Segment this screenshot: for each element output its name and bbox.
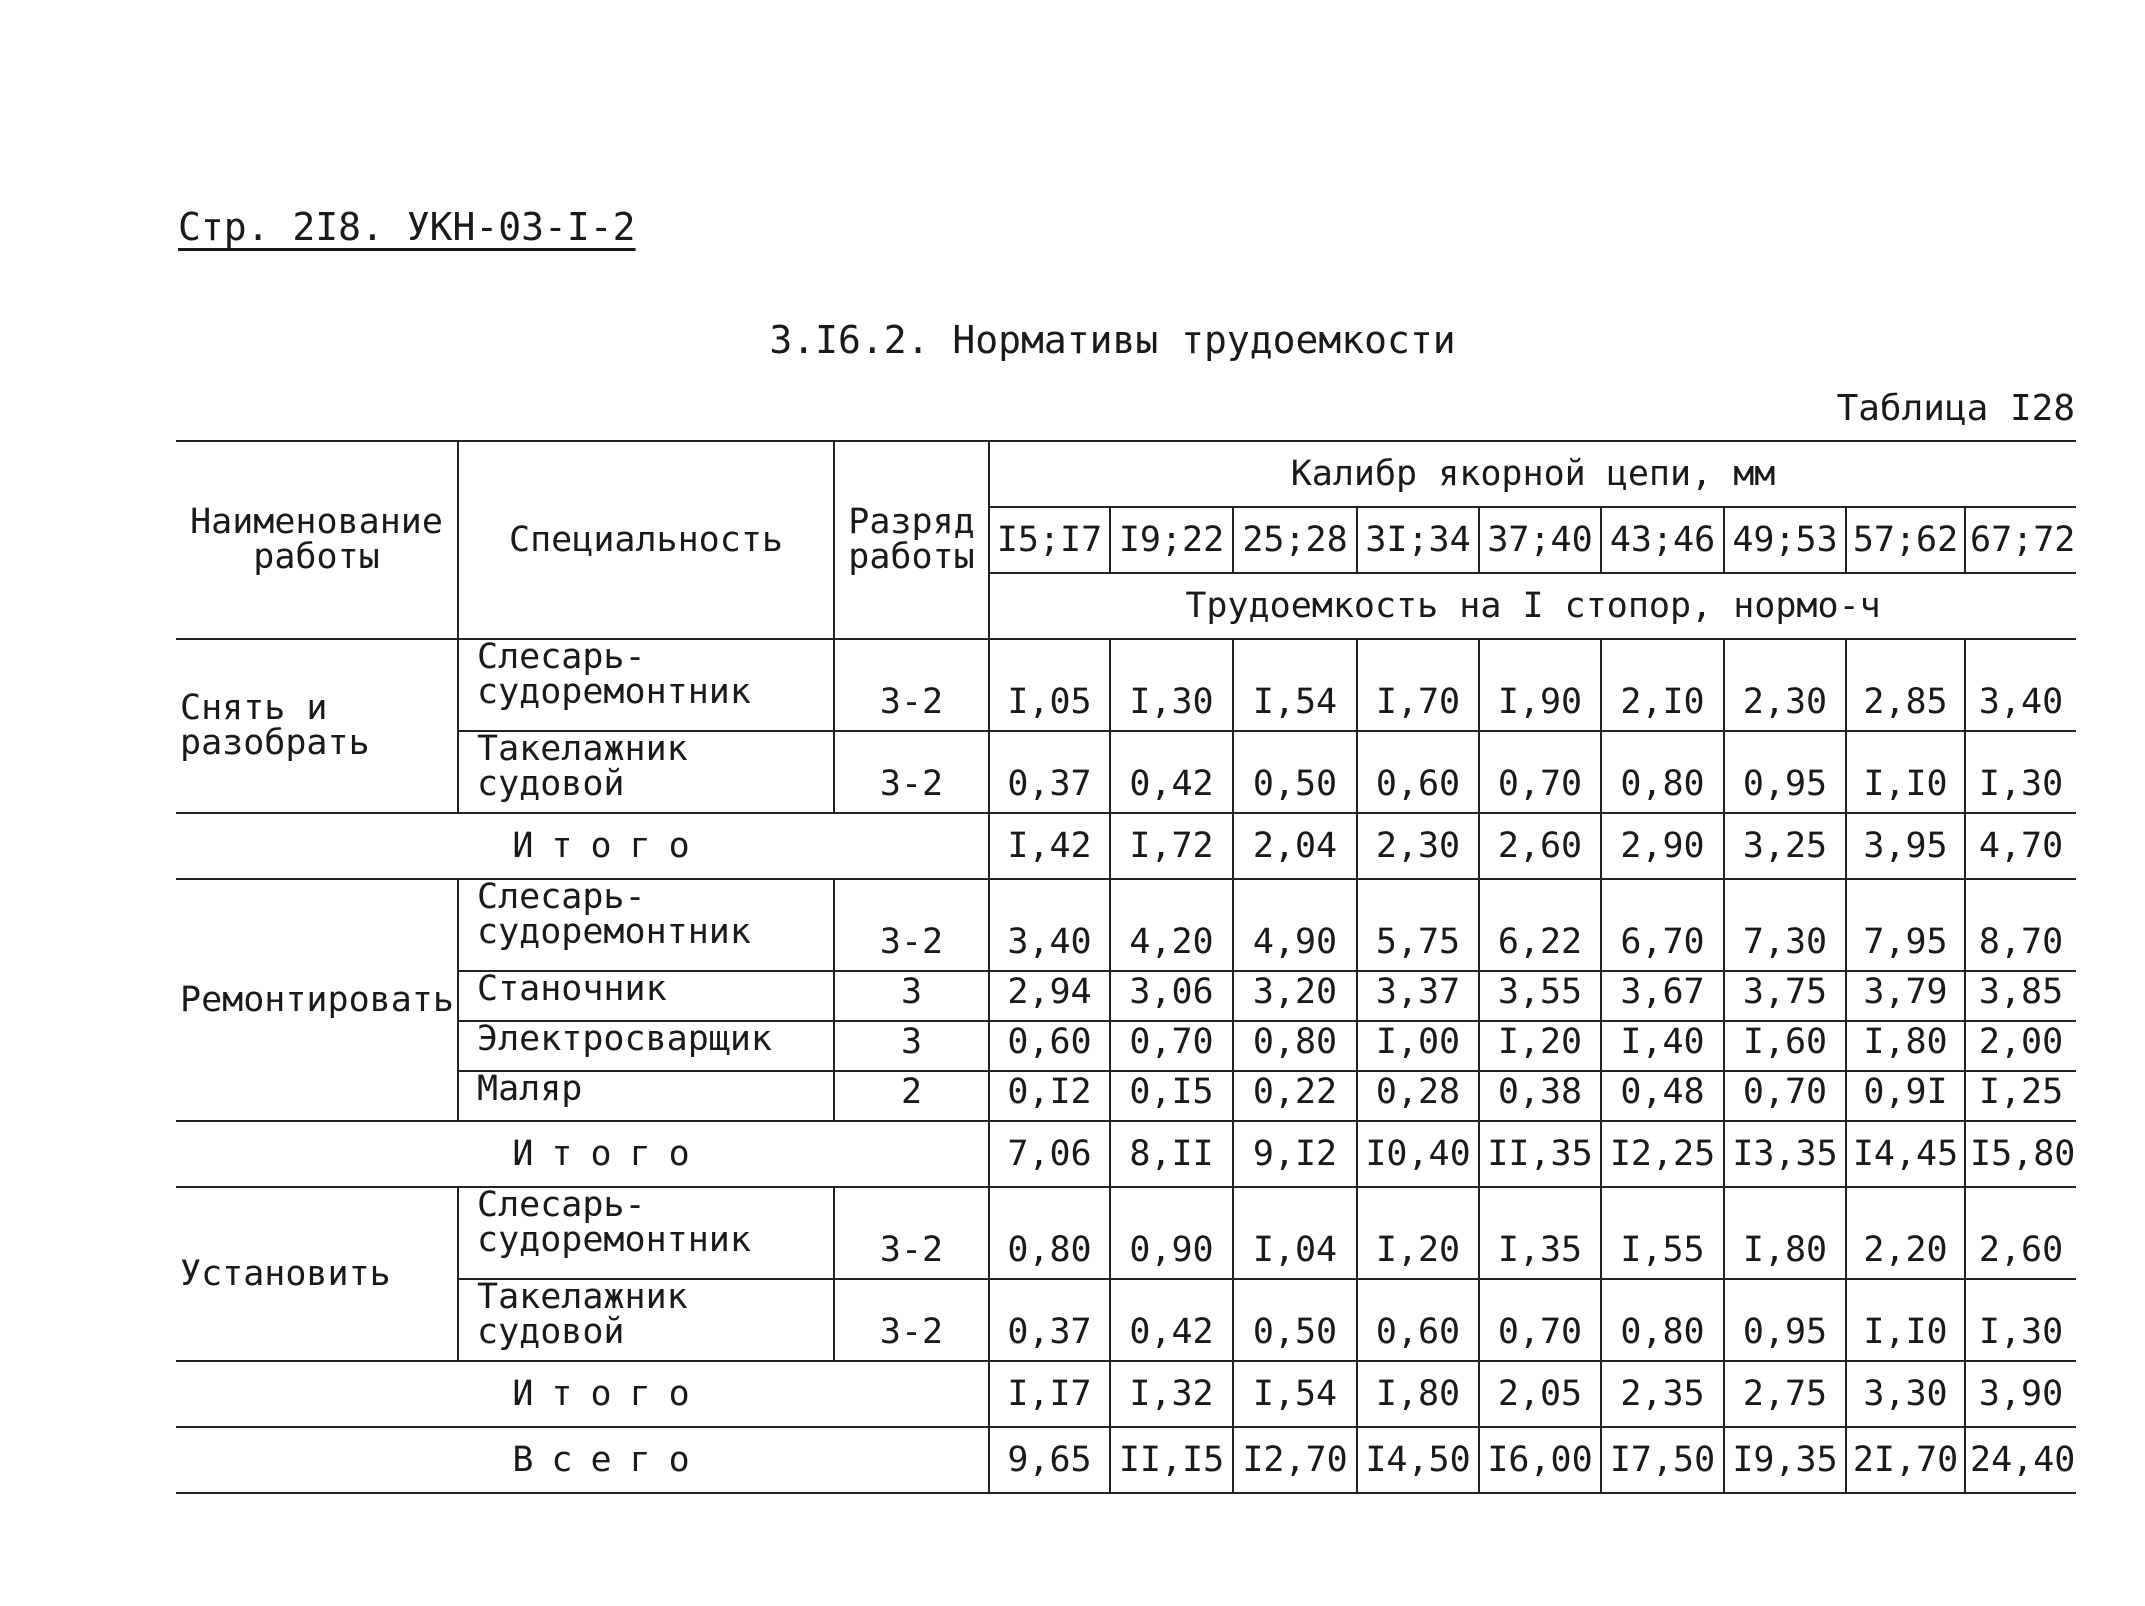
value-cell: 0,95 — [1724, 731, 1846, 813]
value-cell: 0,60 — [1357, 731, 1479, 813]
total-value-cell: I4,45 — [1846, 1121, 1965, 1187]
value-cell: I,20 — [1479, 1021, 1601, 1071]
value-cell: 0,50 — [1233, 1279, 1357, 1361]
total-value-cell: 2,04 — [1233, 813, 1357, 879]
caliber-header: 3I;34 — [1357, 507, 1479, 573]
value-cell: I,20 — [1357, 1187, 1479, 1279]
value-cell: 0,42 — [1110, 731, 1233, 813]
grand-total-value-cell: I2,70 — [1233, 1427, 1357, 1493]
value-cell: 2,85 — [1846, 639, 1965, 731]
header-specialty: Специальность — [458, 441, 834, 639]
header-labor-units: Трудоемкость на I стопор, нормо-ч — [989, 573, 2076, 639]
specialty-cell: Электросварщик — [458, 1021, 834, 1071]
total-value-cell: I2,25 — [1601, 1121, 1724, 1187]
table-row — [176, 879, 2076, 971]
grade-cell: 3-2 — [834, 1279, 989, 1361]
total-value-cell: I,72 — [1110, 813, 1233, 879]
value-cell: 4,20 — [1110, 879, 1233, 971]
grade-cell: 3 — [834, 1021, 989, 1071]
total-value-cell: II,35 — [1479, 1121, 1601, 1187]
total-value-cell: I,80 — [1357, 1361, 1479, 1427]
value-cell: I,30 — [1965, 731, 2076, 813]
total-label: Итого — [176, 813, 989, 879]
section-title: 3.I6.2. Нормативы трудоемкости — [769, 318, 1456, 362]
total-value-cell: 2,60 — [1479, 813, 1601, 879]
value-cell: 0,42 — [1110, 1279, 1233, 1361]
grade-cell: 3-2 — [834, 879, 989, 971]
value-cell: I,04 — [1233, 1187, 1357, 1279]
table-number: Таблица I28 — [1836, 388, 2075, 429]
specialty-cell: Такелажник судовой — [458, 731, 834, 813]
value-cell: 2,30 — [1724, 639, 1846, 731]
value-cell: 0,9I — [1846, 1071, 1965, 1121]
value-cell: I,60 — [1724, 1021, 1846, 1071]
value-cell: I,00 — [1357, 1021, 1479, 1071]
caliber-header: 49;53 — [1724, 507, 1846, 573]
grade-cell: 3-2 — [834, 731, 989, 813]
value-cell: 0,80 — [1601, 1279, 1724, 1361]
value-cell: 0,37 — [989, 1279, 1110, 1361]
total-label: Итого — [176, 1121, 989, 1187]
caliber-header: I5;I7 — [989, 507, 1110, 573]
total-value-cell: 2,05 — [1479, 1361, 1601, 1427]
grand-total-value-cell: 2I,70 — [1846, 1427, 1965, 1493]
total-value-cell: 7,06 — [989, 1121, 1110, 1187]
value-cell: 3,55 — [1479, 971, 1601, 1021]
value-cell: 0,60 — [989, 1021, 1110, 1071]
value-cell: 3,40 — [989, 879, 1110, 971]
total-value-cell: 2,75 — [1724, 1361, 1846, 1427]
value-cell: 7,30 — [1724, 879, 1846, 971]
value-cell: 0,70 — [1110, 1021, 1233, 1071]
grade-cell: 3-2 — [834, 1187, 989, 1279]
value-cell: I,80 — [1846, 1021, 1965, 1071]
header-work-name: Наименование работы — [176, 441, 458, 639]
value-cell: 0,50 — [1233, 731, 1357, 813]
grand-total-value-cell: 24,40 — [1965, 1427, 2076, 1493]
value-cell: I,40 — [1601, 1021, 1724, 1071]
value-cell: 3,67 — [1601, 971, 1724, 1021]
value-cell: 5,75 — [1357, 879, 1479, 971]
total-value-cell: 2,35 — [1601, 1361, 1724, 1427]
page-reference: Стр. 2I8. УКН-03-I-2 — [178, 205, 636, 249]
value-cell: 0,37 — [989, 731, 1110, 813]
table-row — [176, 731, 2076, 813]
value-cell: 2,20 — [1846, 1187, 1965, 1279]
value-cell: 0,70 — [1724, 1071, 1846, 1121]
total-value-cell: 4,70 — [1965, 813, 2076, 879]
value-cell: 6,22 — [1479, 879, 1601, 971]
work-name-cell: Установить — [176, 1187, 458, 1361]
value-cell: 0,28 — [1357, 1071, 1479, 1121]
value-cell: I,I0 — [1846, 1279, 1965, 1361]
grand-total-value-cell: I6,00 — [1479, 1427, 1601, 1493]
total-value-cell: 3,30 — [1846, 1361, 1965, 1427]
grand-total-label: Всего — [176, 1427, 989, 1493]
total-value-cell: I,42 — [989, 813, 1110, 879]
total-value-cell: 2,90 — [1601, 813, 1724, 879]
caliber-header: 25;28 — [1233, 507, 1357, 573]
value-cell: 0,70 — [1479, 731, 1601, 813]
table-row — [176, 1187, 2076, 1279]
table-row — [176, 1279, 2076, 1361]
value-cell: 0,48 — [1601, 1071, 1724, 1121]
table-row — [176, 971, 2076, 1021]
total-value-cell: I,32 — [1110, 1361, 1233, 1427]
value-cell: 3,06 — [1110, 971, 1233, 1021]
total-value-cell: I3,35 — [1724, 1121, 1846, 1187]
work-name-cell: Снять и разобрать — [176, 639, 458, 813]
value-cell: 3,37 — [1357, 971, 1479, 1021]
total-value-cell: 3,90 — [1965, 1361, 2076, 1427]
grand-total-value-cell: I4,50 — [1357, 1427, 1479, 1493]
value-cell: 0,90 — [1110, 1187, 1233, 1279]
value-cell: 0,95 — [1724, 1279, 1846, 1361]
caliber-header: 37;40 — [1479, 507, 1601, 573]
labor-norms-table — [176, 440, 2076, 1494]
total-value-cell: 2,30 — [1357, 813, 1479, 879]
value-cell: 4,90 — [1233, 879, 1357, 971]
value-cell: 2,94 — [989, 971, 1110, 1021]
caliber-header: I9;22 — [1110, 507, 1233, 573]
value-cell: 2,00 — [1965, 1021, 2076, 1071]
total-label: Итого — [176, 1361, 989, 1427]
header-caliber-group: Калибр якорной цепи, мм — [989, 441, 2076, 507]
value-cell: 0,70 — [1479, 1279, 1601, 1361]
value-cell: 2,60 — [1965, 1187, 2076, 1279]
table-row — [176, 1021, 2076, 1071]
value-cell: 0,80 — [1233, 1021, 1357, 1071]
total-row — [176, 1121, 2076, 1187]
value-cell: I,90 — [1479, 639, 1601, 731]
total-value-cell: I0,40 — [1357, 1121, 1479, 1187]
value-cell: 3,75 — [1724, 971, 1846, 1021]
value-cell: 0,60 — [1357, 1279, 1479, 1361]
total-value-cell: 9,I2 — [1233, 1121, 1357, 1187]
grade-cell: 2 — [834, 1071, 989, 1121]
specialty-cell: Слесарь-судоремонтник — [458, 639, 834, 731]
value-cell: 8,70 — [1965, 879, 2076, 971]
total-value-cell: I5,80 — [1965, 1121, 2076, 1187]
table-row — [176, 1071, 2076, 1121]
caliber-header: 43;46 — [1601, 507, 1724, 573]
total-value-cell: I,54 — [1233, 1361, 1357, 1427]
specialty-cell: Слесарь-судоремонтник — [458, 1187, 834, 1279]
value-cell: I,30 — [1110, 639, 1233, 731]
specialty-cell: Слесарь-судоремонтник — [458, 879, 834, 971]
value-cell: I,30 — [1965, 1279, 2076, 1361]
value-cell: I,05 — [989, 639, 1110, 731]
grade-cell: 3-2 — [834, 639, 989, 731]
specialty-cell: Маляр — [458, 1071, 834, 1121]
value-cell: 2,I0 — [1601, 639, 1724, 731]
value-cell: 3,85 — [1965, 971, 2076, 1021]
value-cell: 0,I2 — [989, 1071, 1110, 1121]
table-row — [176, 639, 2076, 731]
total-row — [176, 813, 2076, 879]
specialty-cell: Станочник — [458, 971, 834, 1021]
value-cell: I,80 — [1724, 1187, 1846, 1279]
value-cell: 0,38 — [1479, 1071, 1601, 1121]
header-grade: Разряд работы — [834, 441, 989, 639]
specialty-cell: Такелажник судовой — [458, 1279, 834, 1361]
value-cell: 6,70 — [1601, 879, 1724, 971]
total-value-cell: I,I7 — [989, 1361, 1110, 1427]
grade-cell: 3 — [834, 971, 989, 1021]
value-cell: 3,79 — [1846, 971, 1965, 1021]
total-value-cell: 3,25 — [1724, 813, 1846, 879]
grand-total-value-cell: I7,50 — [1601, 1427, 1724, 1493]
value-cell: 7,95 — [1846, 879, 1965, 971]
caliber-header: 57;62 — [1846, 507, 1965, 573]
caliber-header: 67;72 — [1965, 507, 2076, 573]
grand-total-value-cell: I9,35 — [1724, 1427, 1846, 1493]
total-value-cell: 3,95 — [1846, 813, 1965, 879]
value-cell: 0,22 — [1233, 1071, 1357, 1121]
grand-total-value-cell: 9,65 — [989, 1427, 1110, 1493]
value-cell: I,I0 — [1846, 731, 1965, 813]
work-name-cell: Ремонтировать — [176, 879, 458, 1121]
value-cell: 3,20 — [1233, 971, 1357, 1021]
value-cell: 0,80 — [989, 1187, 1110, 1279]
grand-total-row — [176, 1427, 2076, 1493]
value-cell: I,25 — [1965, 1071, 2076, 1121]
value-cell: I,70 — [1357, 639, 1479, 731]
total-row — [176, 1361, 2076, 1427]
value-cell: 0,80 — [1601, 731, 1724, 813]
value-cell: 0,I5 — [1110, 1071, 1233, 1121]
total-value-cell: 8,II — [1110, 1121, 1233, 1187]
value-cell: I,35 — [1479, 1187, 1601, 1279]
grand-total-value-cell: II,I5 — [1110, 1427, 1233, 1493]
value-cell: 3,40 — [1965, 639, 2076, 731]
value-cell: I,54 — [1233, 639, 1357, 731]
value-cell: I,55 — [1601, 1187, 1724, 1279]
